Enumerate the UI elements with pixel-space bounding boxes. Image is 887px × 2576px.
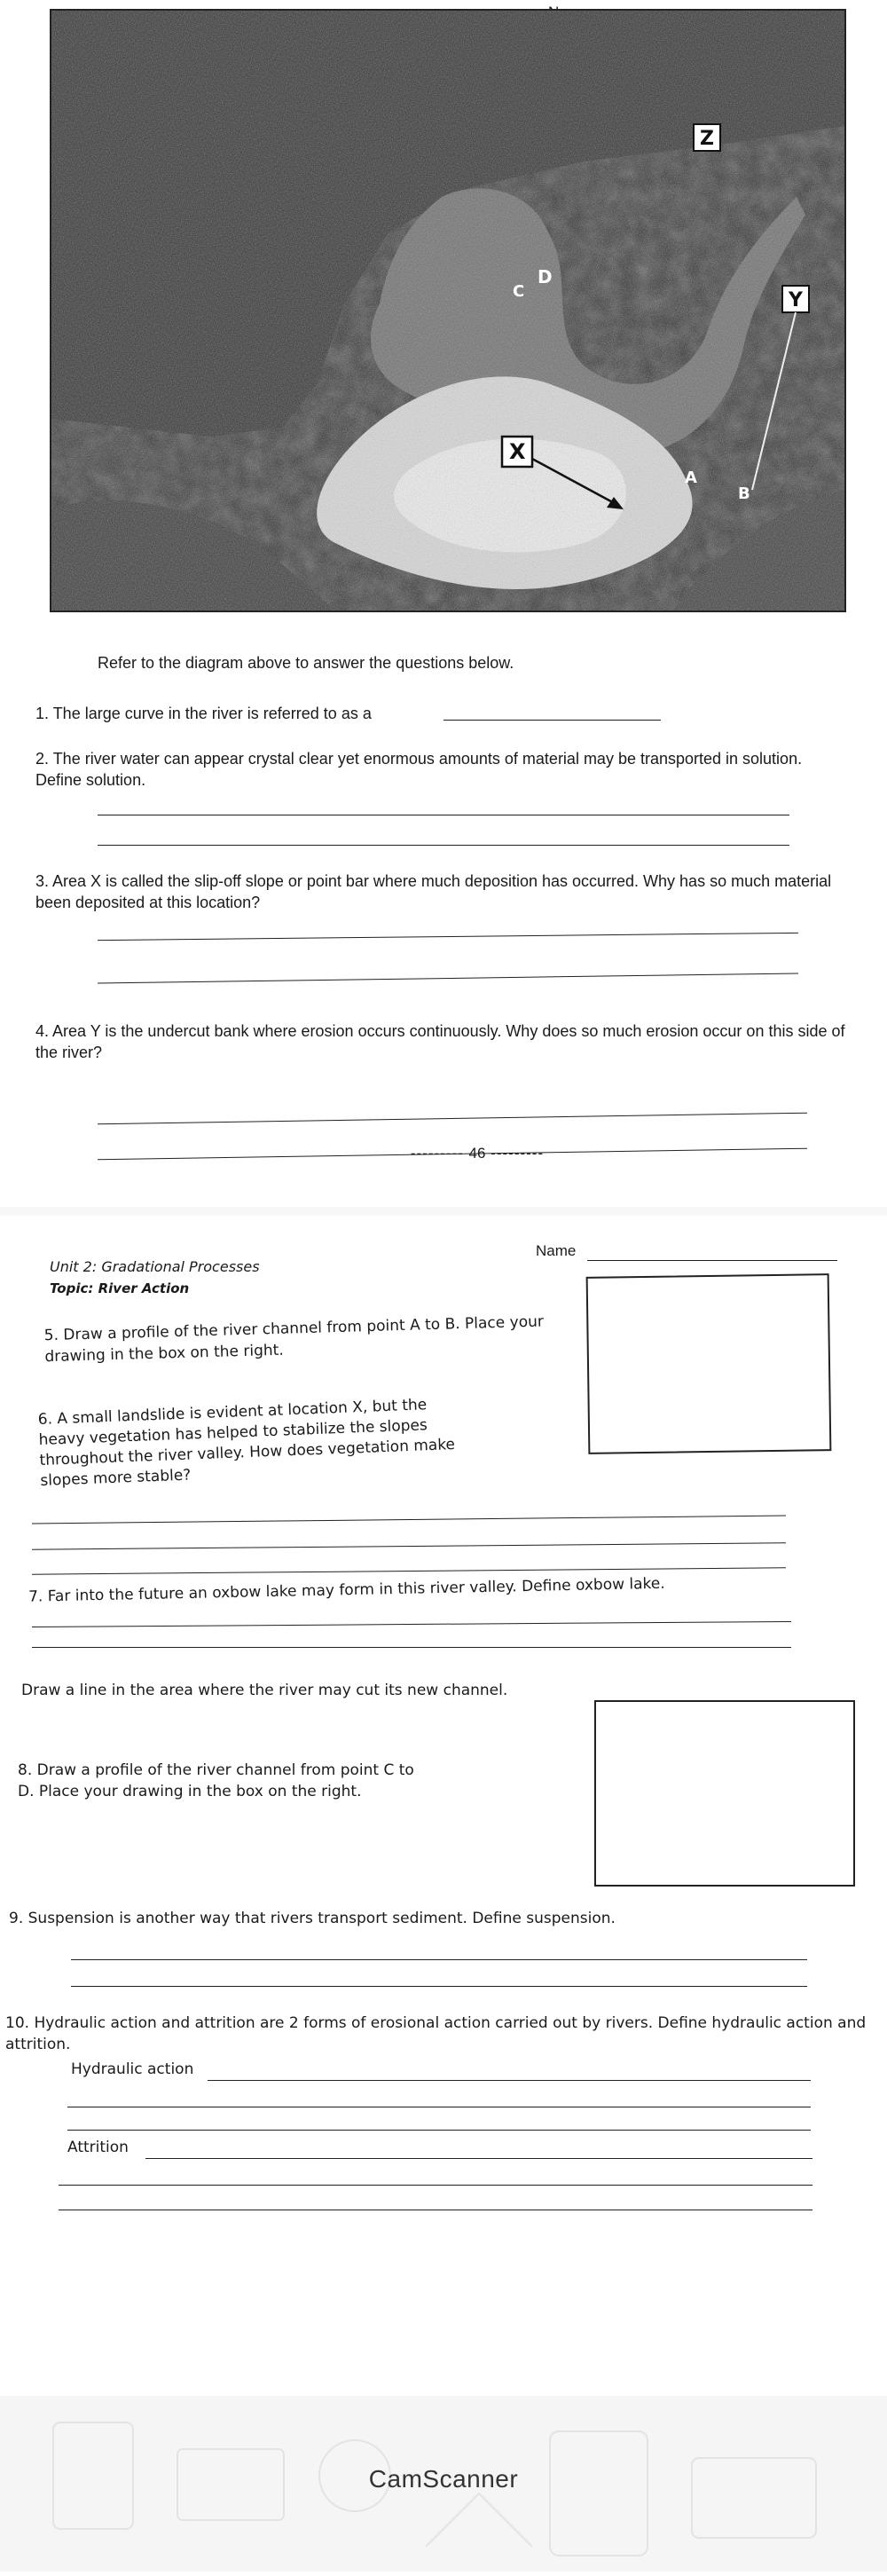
topic-heading: Topic: River Action xyxy=(50,1280,190,1296)
photo-label-b: B xyxy=(738,484,750,503)
answer-line-q6a xyxy=(32,1516,786,1524)
photo-label-z: Z xyxy=(700,128,714,150)
answer-line-q3b xyxy=(98,973,798,983)
draw-line-instruction: Draw a line in the area where the river may cut its new channel. xyxy=(21,1682,508,1699)
answer-line-attrition-a xyxy=(145,2158,812,2159)
drawing-box-q5[interactable] xyxy=(586,1273,832,1454)
answer-line-q9a xyxy=(71,1959,807,1960)
photo-label-c: C xyxy=(513,282,525,301)
drawing-box-q8[interactable] xyxy=(594,1700,855,1887)
question-9: 9. Suspension is another way that rivers transport sediment. Define suspension. xyxy=(9,1910,616,1927)
unit-heading: Unit 2: Gradational Processes xyxy=(50,1258,260,1275)
answer-line-q1 xyxy=(444,720,661,721)
question-6: 6. A small landslide is evident at location X, but the heavy vegetation has helped to stabilize the slopes throughout the river valley. How does vegetation make slopes more stable? xyxy=(37,1396,456,1490)
photo-label-a: A xyxy=(685,469,697,487)
river-aerial-photo xyxy=(50,9,846,612)
answer-line-q9b xyxy=(71,1986,807,1987)
photo-label-x: X xyxy=(509,439,526,464)
question-2: 2. The river water can appear crystal clear yet enormous amounts of material may be transported in solution. Define solution. xyxy=(35,750,803,789)
photo-label-d: D xyxy=(538,266,553,288)
photo-label-y: Y xyxy=(789,289,803,311)
answer-line-attrition-b xyxy=(59,2185,812,2186)
question-4: 4. Area Y is the undercut bank where erosion occurs continuously. Why does so much erosion occur on this side of the river? xyxy=(35,1022,845,1061)
question-1: 1. The large curve in the river is referred to as a xyxy=(35,705,372,722)
question-10: 10. Hydraulic action and attrition are 2 forms of erosional action carried out by rivers. Define hydraulic action and attrition. xyxy=(5,2014,867,2053)
answer-line-q2b xyxy=(98,845,789,846)
page-separator xyxy=(0,1207,887,1216)
answer-line-q6b xyxy=(32,1542,786,1549)
answer-line-hydraulic-c xyxy=(67,2130,811,2131)
answer-line-q3a xyxy=(98,933,798,941)
answer-line-q7a xyxy=(32,1621,791,1627)
attrition-label: Attrition xyxy=(67,2139,129,2156)
question-3: 3. Area X is called the slip-off slope or point bar where much deposition has occurred. Why has so much material been deposited at this location? xyxy=(35,872,832,911)
answer-line-q4a xyxy=(98,1113,807,1125)
question-5: 5. Draw a profile of the river channel from point A to B. Place your drawing in the box on the right. xyxy=(43,1312,545,1367)
name-label-2: Name xyxy=(536,1242,577,1259)
answer-line-q7b xyxy=(32,1647,791,1648)
name-line-2 xyxy=(587,1260,837,1261)
answer-line-hydraulic-a xyxy=(208,2080,811,2081)
question-7: 7. Far into the future an oxbow lake may form in this river valley. Define oxbow lake. xyxy=(27,1574,665,1606)
camscanner-brand: CamScanner xyxy=(368,2465,519,2493)
hydraulic-action-label: Hydraulic action xyxy=(71,2060,194,2078)
page-number-1: --------- 46 --------- xyxy=(410,1145,545,1162)
question-8: 8. Draw a profile of the river channel from point C to D. Place your drawing in the box on the right. xyxy=(18,1761,414,1800)
instruction-text: Refer to the diagram above to answer the questions below. xyxy=(98,654,514,672)
river-photo-graphic xyxy=(51,11,844,611)
